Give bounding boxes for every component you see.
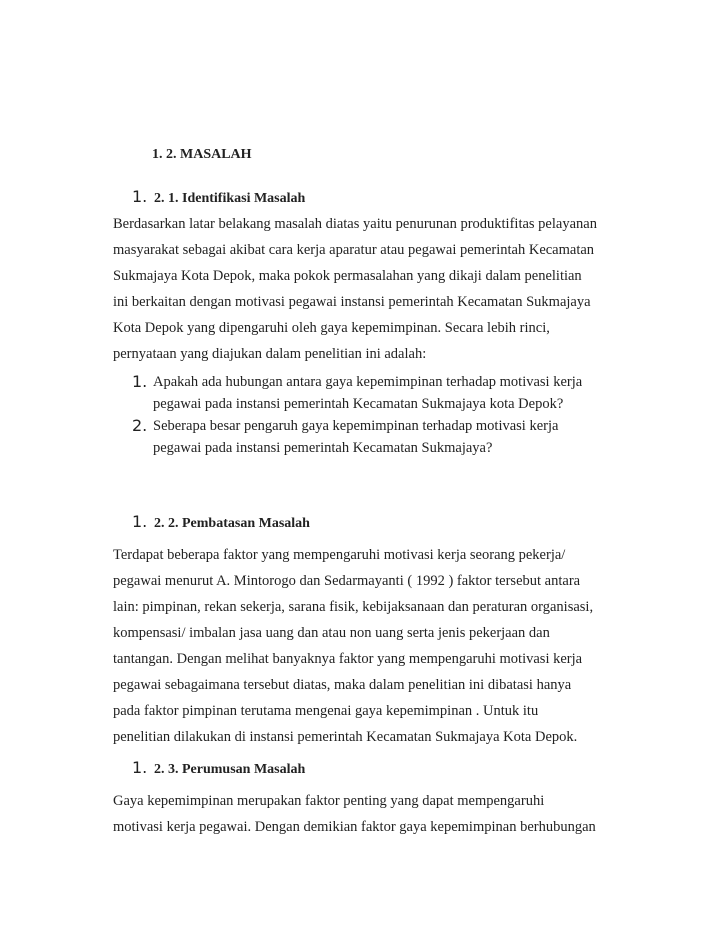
paragraph-line: tantangan. Dengan melihat banyaknya faktor yang mempengaruhi motivasi kerja: [113, 651, 583, 667]
list-item-line: Seberapa besar pengaruh gaya kepemimpinan terhadap motivasi kerja: [153, 418, 559, 434]
paragraph-line: lain: pimpinan, rekan sekerja, sarana fisik, kebijaksanaan dan peraturan organisasi,: [113, 599, 594, 615]
list-item: [132, 415, 632, 459]
paragraph-line: Sukmajaya Kota Depok, maka pokok permasalahan yang dikaji dalam penelitian: [113, 268, 582, 284]
paragraph-identifikasi: [113, 211, 633, 367]
paragraph-line: motivasi kerja pegawai. Dengan demikian faktor gaya kepemimpinan berhubungan: [113, 819, 596, 835]
paragraph-line: Berdasarkan latar belakang masalah diatas yaitu penurunan produktifitas pelayanan: [113, 216, 597, 232]
paragraph-line: Gaya kepemimpinan merupakan faktor penting yang dapat mempengaruhi: [113, 793, 545, 809]
paragraph-line: pegawai menurut A. Mintorogo dan Sedarmayanti ( 1992 ) faktor tersebut antara: [113, 573, 581, 589]
list-item: [132, 371, 632, 415]
list-number: 1.: [132, 372, 148, 391]
section-number: 1.: [132, 187, 148, 206]
page-heading: 1. 2. MASALAH: [152, 147, 252, 162]
section-heading-identifikasi: [132, 187, 305, 207]
section-title: 2. 1. Identifikasi Masalah: [154, 191, 306, 206]
paragraph-line: Terdapat beberapa faktor yang mempengaruhi motivasi kerja seorang pekerja/: [113, 547, 566, 563]
section-heading-pembatasan: [132, 512, 310, 532]
paragraph-line: pegawai sebagaimana tersebut diatas, maka dalam penelitian ini dibatasi hanya: [113, 677, 572, 693]
paragraph-perumusan: [113, 788, 633, 840]
paragraph-line: pada faktor pimpinan terutama mengenai gaya kepemimpinan . Untuk itu: [113, 703, 539, 719]
paragraph-line: kompensasi/ imbalan jasa uang dan atau non uang serta jenis pekerjaan dan: [113, 625, 550, 641]
paragraph-line: penelitian dilakukan di instansi pemerintah Kecamatan Sukmajaya Kota Depok.: [113, 729, 578, 745]
list-item-line: pegawai pada instansi pemerintah Kecamatan Sukmajaya kota Depok?: [153, 396, 564, 412]
section-title: 2. 2. Pembatasan Masalah: [154, 516, 310, 531]
question-list: [132, 371, 632, 459]
section-heading-perumusan: [132, 758, 305, 778]
section-number: 1.: [132, 758, 148, 777]
list-item-line: Apakah ada hubungan antara gaya kepemimpinan terhadap motivasi kerja: [153, 374, 583, 390]
paragraph-line: Kota Depok yang dipengaruhi oleh gaya kepemimpinan. Secara lebih rinci,: [113, 320, 550, 336]
paragraph-pembatasan: [113, 542, 633, 750]
paragraph-line: ini berkaitan dengan motivasi pegawai instansi pemerintah Kecamatan Sukmajaya: [113, 294, 591, 310]
paragraph-line: pernyataan yang diajukan dalam penelitian ini adalah:: [113, 346, 427, 362]
list-number: 2.: [132, 416, 148, 435]
section-title: 2. 3. Perumusan Masalah: [154, 762, 306, 777]
section-number: 1.: [132, 512, 148, 531]
list-item-line: pegawai pada instansi pemerintah Kecamatan Sukmajaya?: [153, 440, 493, 456]
paragraph-line: masyarakat sebagai akibat cara kerja aparatur atau pegawai pemerintah Kecamatan: [113, 242, 595, 258]
